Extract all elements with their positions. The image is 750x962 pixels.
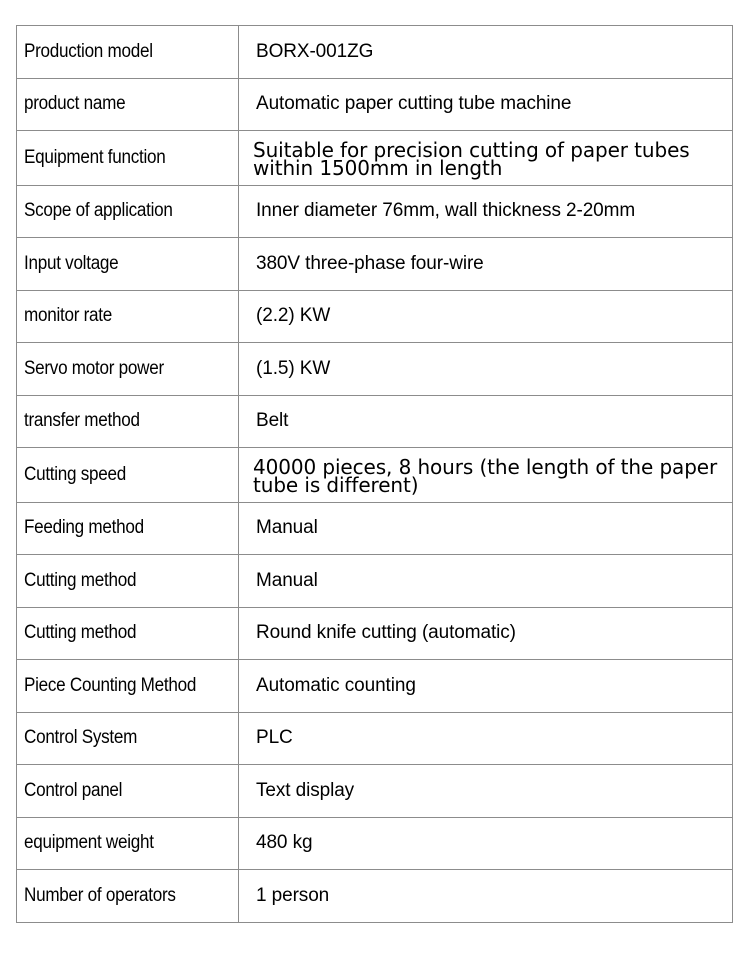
- row-label: Cutting method: [24, 622, 137, 644]
- row-label-cell: [17, 712, 239, 765]
- row-value: Manual: [239, 502, 733, 555]
- row-value: Automatic paper cutting tube machine: [239, 78, 733, 131]
- row-label: equipment weight: [24, 832, 154, 854]
- row-value: Round knife cutting (automatic): [239, 607, 733, 660]
- table-row: [17, 817, 733, 870]
- row-label: transfer method: [24, 410, 140, 432]
- row-label-cell: [17, 607, 239, 660]
- row-label-cell: [17, 131, 239, 186]
- row-label: Production model: [24, 40, 153, 62]
- row-label-cell: [17, 290, 239, 343]
- row-label: product name: [24, 93, 126, 115]
- row-label: monitor rate: [24, 305, 113, 327]
- row-label-cell: [17, 817, 239, 870]
- row-label: Feeding method: [24, 517, 144, 539]
- row-value: 1 person: [239, 870, 733, 923]
- row-label-cell: [17, 502, 239, 555]
- table-row: [17, 660, 733, 713]
- row-label: Cutting method: [24, 569, 137, 591]
- row-label-cell: [17, 870, 239, 923]
- row-label-cell: [17, 765, 239, 818]
- table-row: [17, 395, 733, 448]
- row-label: Cutting speed: [24, 463, 127, 485]
- table-row: [17, 78, 733, 131]
- row-label-cell: [17, 448, 239, 503]
- table-row: [17, 765, 733, 818]
- row-value: Suitable for precision cutting of paper tubes within 1500mm in length: [239, 131, 733, 186]
- row-label: Number of operators: [24, 884, 176, 906]
- table-row: [17, 131, 733, 186]
- row-value: (1.5) KW: [239, 343, 733, 396]
- specification-table: [16, 25, 733, 923]
- table-row: [17, 712, 733, 765]
- row-label: Servo motor power: [24, 357, 164, 379]
- table-row: [17, 502, 733, 555]
- table-row: [17, 870, 733, 923]
- specification-table-body: [17, 26, 733, 923]
- row-label-cell: [17, 555, 239, 608]
- table-row: [17, 238, 733, 291]
- table-row: [17, 290, 733, 343]
- row-label: Control System: [24, 727, 138, 749]
- row-value: Manual: [239, 555, 733, 608]
- row-value: BORX-001ZG: [239, 26, 733, 79]
- row-label-cell: [17, 26, 239, 79]
- row-label: Control panel: [24, 779, 123, 801]
- row-label: Equipment function: [24, 146, 166, 168]
- row-value: Belt: [239, 395, 733, 448]
- row-value: Text display: [239, 765, 733, 818]
- row-label-cell: [17, 395, 239, 448]
- row-value: Automatic counting: [239, 660, 733, 713]
- row-value: 480 kg: [239, 817, 733, 870]
- row-label-cell: [17, 185, 239, 238]
- row-label-cell: [17, 238, 239, 291]
- row-label-cell: [17, 343, 239, 396]
- row-label: Piece Counting Method: [24, 674, 197, 696]
- row-value: Inner diameter 76mm, wall thickness 2-20mm: [239, 185, 733, 238]
- table-row: [17, 343, 733, 396]
- table-row: [17, 26, 733, 79]
- row-value: 380V three-phase four-wire: [239, 238, 733, 291]
- row-label-cell: [17, 78, 239, 131]
- table-row: [17, 448, 733, 503]
- table-row: [17, 607, 733, 660]
- row-value: PLC: [239, 712, 733, 765]
- row-label: Scope of application: [24, 200, 173, 222]
- row-label-cell: [17, 660, 239, 713]
- row-value: (2.2) KW: [239, 290, 733, 343]
- row-value: 40000 pieces, 8 hours (the length of the paper tube is different): [239, 448, 733, 503]
- table-row: [17, 555, 733, 608]
- table-row: [17, 185, 733, 238]
- row-label: Input voltage: [24, 252, 119, 274]
